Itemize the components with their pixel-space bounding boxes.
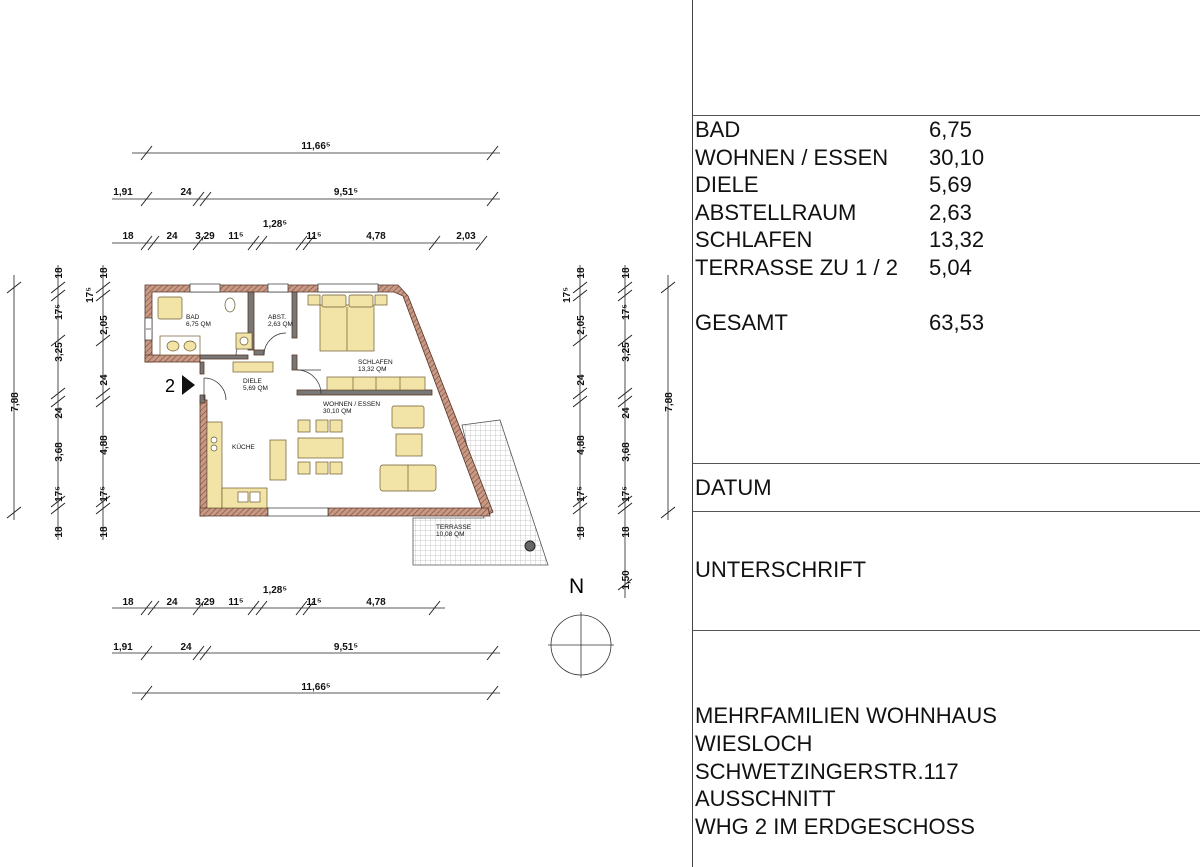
total-row [695, 309, 984, 337]
area-row [695, 226, 984, 254]
dim-bot-3a: 11,66⁵ [301, 682, 331, 693]
area-row [695, 254, 984, 282]
dim-left-i1: 18 [99, 267, 110, 279]
dim-right-m4: 24 [621, 407, 632, 419]
dim-right-m2: 17⁵ [621, 304, 632, 320]
dim-left-i3: 2,05 [99, 315, 110, 335]
signature-label: UNTERSCHRIFT [695, 557, 867, 582]
dim-left-i6: 17⁵ [99, 486, 110, 502]
title-block [692, 0, 1200, 867]
area-value: 5,04 [929, 254, 972, 280]
dim-left-i5: 4,88 [99, 435, 110, 455]
dim-top-3e: 1,28⁵ [262, 219, 288, 230]
dim-left-outer: 7,88 [10, 392, 21, 412]
area-row [695, 144, 984, 172]
date-label: DATUM [695, 475, 772, 500]
project-info [695, 702, 997, 841]
dim-left-m7: 18 [54, 526, 65, 538]
room-terrasse-area: 10,08 QM [436, 531, 465, 538]
room-terrasse-name: TERRASSE [436, 524, 472, 531]
room-diele-name: DIELE [243, 378, 262, 385]
room-abst-area: 2,63 QM [268, 321, 293, 328]
dim-right-m3: 3,25 [621, 342, 632, 362]
dim-right-m6: 17⁵ [621, 486, 632, 502]
dim-top-1: 11,66⁵ [301, 141, 331, 152]
room-bad-area: 6,75 QM [186, 321, 211, 328]
dim-bot-2b: 24 [180, 642, 192, 653]
dim-left-m2: 17⁵ [54, 304, 65, 320]
dim-top-3f: 11⁵ [306, 231, 322, 242]
room-diele-area: 5,69 QM [243, 385, 268, 392]
dim-right-m5: 3,68 [621, 442, 632, 462]
area-name: ABSTELLRAUM [695, 199, 857, 225]
room-schlafen-area: 13,32 QM [358, 366, 387, 373]
entrance-marker [165, 375, 195, 396]
dim-right-m1: 18 [621, 267, 632, 279]
area-name: TERRASSE ZU 1 / 2 [695, 254, 898, 280]
dim-left-i4: 24 [99, 374, 110, 386]
terrace-plant [525, 541, 535, 551]
dim-top-2c: 9,51⁵ [333, 187, 359, 198]
dimensions-top-labels [113, 141, 476, 242]
dim-bot-1f: 11⁵ [306, 597, 322, 608]
divider [693, 630, 1200, 631]
dim-left-m4: 24 [54, 407, 65, 419]
area-name: WOHNEN / ESSEN [695, 144, 889, 170]
dim-left-i2: 17⁵ [85, 287, 96, 303]
north-label: N [569, 575, 585, 598]
project-line: AUSSCHNITT [695, 786, 836, 812]
dim-top-3d: 11⁵ [228, 231, 244, 242]
dim-left-m3: 3,25 [54, 342, 65, 362]
dim-right-outer: 7,88 [664, 392, 675, 412]
divider [693, 511, 1200, 512]
area-row [695, 171, 984, 199]
dim-bot-1c: 3,29 [195, 597, 215, 608]
dim-bot-1b: 24 [166, 597, 178, 608]
dim-bot-1g: 4,78 [366, 597, 386, 608]
dim-right-i4: 24 [576, 374, 587, 386]
dim-bot-1e: 1,28⁵ [262, 585, 288, 596]
room-wohnen-area: 30,10 QM [323, 408, 352, 415]
dim-top-3c: 3,29 [195, 231, 215, 242]
area-name: DIELE [695, 172, 759, 197]
area-value: 5,69 [929, 172, 972, 197]
dimensions-bottom-labels [113, 585, 386, 693]
area-row [695, 116, 984, 144]
dim-top-3a: 18 [122, 231, 134, 242]
area-name: SCHLAFEN [695, 227, 813, 252]
dim-left-m1: 18 [54, 267, 65, 279]
dim-bot-2a: 1,91 [113, 642, 133, 653]
dim-right-i3: 2,05 [576, 315, 587, 335]
area-row [695, 199, 984, 227]
dim-right-i5: 4,88 [576, 435, 587, 455]
area-value: 30,10 [929, 144, 985, 170]
dim-left-m5: 3,68 [54, 442, 65, 462]
room-schlafen-name: SCHLAFEN [358, 359, 393, 366]
dim-right-i2: 17⁵ [562, 287, 573, 303]
dimensions-left-labels [10, 267, 110, 538]
dim-right-extra: 1,50 [621, 570, 632, 590]
project-line: WHG 2 IM ERDGESCHOSS [695, 814, 975, 840]
room-wohnen-name: WOHNEN / ESSEN [323, 401, 381, 408]
dim-right-i6: 17⁵ [576, 486, 587, 502]
total-label: GESAMT [695, 309, 788, 335]
dim-left-m6: 17⁵ [54, 486, 65, 502]
total-value: 63,53 [929, 309, 985, 335]
divider [693, 463, 1200, 464]
north-arrow [548, 575, 614, 678]
project-line: SCHWETZINGERSTR.117 [695, 758, 959, 784]
dimensions-right-labels [562, 267, 675, 590]
dim-top-2b: 24 [180, 187, 192, 198]
entrance-arrow-icon [182, 375, 195, 395]
dim-left-i7: 18 [99, 526, 110, 538]
dim-top-2a: 1,91 [113, 187, 133, 198]
room-bad-name: BAD [186, 314, 200, 321]
area-name: BAD [695, 117, 741, 142]
dim-right-i7: 18 [576, 526, 587, 538]
room-abst-name: ABST. [268, 314, 287, 321]
dim-bot-2c: 9,51⁵ [333, 642, 359, 653]
room-kueche-name: KÜCHE [232, 444, 255, 451]
dim-top-3h: 2,03 [456, 231, 476, 242]
area-value: 6,75 [929, 117, 972, 142]
area-value: 2,63 [929, 199, 972, 225]
dim-right-i1: 18 [576, 267, 587, 279]
project-line: WIESLOCH [695, 730, 813, 756]
area-table [695, 116, 984, 336]
dim-right-m7: 18 [621, 526, 632, 538]
dim-bot-1a: 18 [122, 597, 134, 608]
area-value: 13,32 [929, 227, 985, 252]
project-line: MEHRFAMILIEN WOHNHAUS [695, 703, 997, 728]
dim-top-3g: 4,78 [366, 231, 386, 242]
entrance-number: 2 [165, 376, 176, 396]
dim-top-3b: 24 [166, 231, 178, 242]
dim-bot-1d: 11⁵ [228, 597, 244, 608]
